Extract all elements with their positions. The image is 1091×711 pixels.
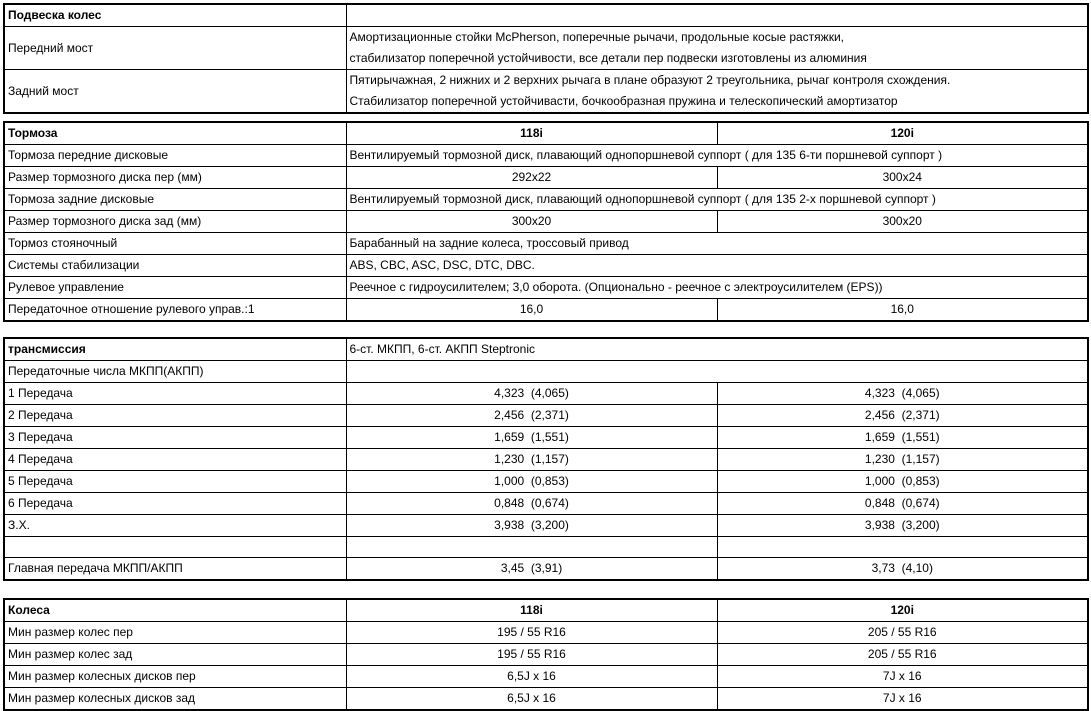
final-drive-label: Главная передача МКПП/АКПП (4, 558, 346, 581)
value-118i: 3,938 (3,200) (346, 515, 717, 537)
table-row (4, 211, 1088, 233)
ratios-label: Передаточные числа МКПП(АКПП) (4, 361, 346, 383)
value-120i: 300x20 (717, 211, 1088, 233)
value-118i: 6,5J x 16 (346, 666, 717, 688)
row-value: Барабанный на задние колеса, троссовый привод (346, 233, 1088, 255)
gear-row (4, 449, 1088, 471)
row-label: Мин размер колес зад (4, 644, 346, 666)
table-row (4, 233, 1088, 255)
wheels-table (3, 598, 1089, 711)
gear-label: 4 Передача (4, 449, 346, 471)
gear-row (4, 427, 1088, 449)
value-line: стабилизатор поперечной устойчивости, все детали пер подвески изготовлены из алюминия (349, 51, 867, 65)
model-header-120i: 120i (717, 599, 1088, 622)
row-label: Мин размер колесных дисков зад (4, 688, 346, 711)
table-row (4, 277, 1088, 299)
gear-row (4, 471, 1088, 493)
value-120i: 2,456 (2,371) (717, 405, 1088, 427)
value-118i: 300x20 (346, 211, 717, 233)
value-120i: 1,230 (1,157) (717, 449, 1088, 471)
model-header-120i: 120i (717, 122, 1088, 145)
value-120i: 7J x 16 (717, 666, 1088, 688)
table-row (4, 299, 1088, 322)
table-row (4, 145, 1088, 167)
row-label: Размер тормозного диска зад (мм) (4, 211, 346, 233)
row-value: Вентилируемый тормозной диск, плавающий однопоршневой суппорт ( для 135 6-ти поршневой суппорт ) (346, 145, 1088, 167)
empty-row (4, 537, 1088, 558)
row-label: Системы стабилизации (4, 255, 346, 277)
table-row (4, 622, 1088, 644)
transmission-summary: 6-ст. МКПП, 6-ст. АКПП Steptronic (346, 338, 1088, 361)
value-118i: 1,230 (1,157) (346, 449, 717, 471)
transmission-title: трансмиссия (4, 338, 346, 361)
table-row (4, 255, 1088, 277)
table-row (4, 189, 1088, 211)
table-row (4, 361, 1088, 383)
value-120i: 1,000 (0,853) (717, 471, 1088, 493)
gear-label: 3 Передача (4, 427, 346, 449)
value-line: Стабилизатор поперечной устойчивасти, бочкообразная пружина и телескопический амортизатор (349, 94, 898, 108)
table-row (4, 688, 1088, 711)
brakes-table (3, 121, 1089, 322)
value-120i: 0,848 (0,674) (717, 493, 1088, 515)
row-label: Задний мост (4, 70, 346, 114)
gear-label: 2 Передача (4, 405, 346, 427)
value-118i: 2,456 (2,371) (346, 405, 717, 427)
brakes-title: Тормоза (4, 122, 346, 145)
gear-label: 6 Передача (4, 493, 346, 515)
row-label: Размер тормозного диска пер (мм) (4, 167, 346, 189)
empty-cell (717, 537, 1088, 558)
wheels-header-row (4, 599, 1088, 622)
value-line: Пятирычажная, 2 нижних и 2 верхних рычага в плане образуют 2 треугольника, рычаг контроля схождения. (349, 73, 951, 87)
transmission-table (3, 337, 1089, 581)
gear-row (4, 493, 1088, 515)
gear-label: З.Х. (4, 515, 346, 537)
final-drive-row (4, 558, 1088, 581)
value-120i: 16,0 (717, 299, 1088, 322)
row-value: Вентилируемый тормозной диск, плавающий однопоршневой суппорт ( для 135 2-х поршневой суппорт ) (346, 189, 1088, 211)
table-row (4, 167, 1088, 189)
value-120i: 1,659 (1,551) (717, 427, 1088, 449)
transmission-header-row (4, 338, 1088, 361)
suspension-title: Подвеска колес (4, 4, 346, 27)
table-row (4, 644, 1088, 666)
empty-cell (346, 537, 717, 558)
row-label: Тормоз стояночный (4, 233, 346, 255)
value-118i: 195 / 55 R16 (346, 622, 717, 644)
ratios-empty (346, 361, 1088, 383)
value-118i: 4,323 (4,065) (346, 383, 717, 405)
suspension-table (3, 3, 1089, 114)
wheels-title: Колеса (4, 599, 346, 622)
value-120i: 300x24 (717, 167, 1088, 189)
row-label: Мин размер колесных дисков пер (4, 666, 346, 688)
value-120i: 205 / 55 R16 (717, 622, 1088, 644)
suspension-header-row (4, 4, 1088, 27)
row-label: Тормоза передние дисковые (4, 145, 346, 167)
row-label: Рулевое управление (4, 277, 346, 299)
value-118i: 292x22 (346, 167, 717, 189)
brakes-header-row (4, 122, 1088, 145)
value-118i: 16,0 (346, 299, 717, 322)
value-120i: 4,323 (4,065) (717, 383, 1088, 405)
value-line: Амортизационные стойки McPherson, поперечные рычачи, продольные косые растяжки, (349, 30, 844, 44)
value-120i: 3,938 (3,200) (717, 515, 1088, 537)
value-120i: 205 / 55 R16 (717, 644, 1088, 666)
gear-row (4, 515, 1088, 537)
gear-row (4, 383, 1088, 405)
value-118i: 0,848 (0,674) (346, 493, 717, 515)
row-value (346, 70, 1088, 114)
gear-row (4, 405, 1088, 427)
suspension-header-empty (346, 4, 1088, 27)
value-118i: 1,000 (0,853) (346, 471, 717, 493)
table-row (4, 70, 1088, 114)
value-118i: 195 / 55 R16 (346, 644, 717, 666)
row-value (346, 27, 1088, 70)
table-row (4, 27, 1088, 70)
gear-label: 1 Передача (4, 383, 346, 405)
value-118i: 6,5J x 16 (346, 688, 717, 711)
empty-cell (4, 537, 346, 558)
row-label: Тормоза задние дисковые (4, 189, 346, 211)
row-label: Мин размер колес пер (4, 622, 346, 644)
row-value: Реечное с гидроусилителем; 3,0 оборота. (Опционально - реечное с электроусилителем (EPS)) (346, 277, 1088, 299)
value-118i: 3,45 (3,91) (346, 558, 717, 581)
model-header-118i: 118i (346, 599, 717, 622)
gear-label: 5 Передача (4, 471, 346, 493)
model-header-118i: 118i (346, 122, 717, 145)
value-118i: 1,659 (1,551) (346, 427, 717, 449)
row-label: Передаточное отношение рулевого управ.:1 (4, 299, 346, 322)
row-value: ABS, CBC, ASC, DSC, DTC, DBC. (346, 255, 1088, 277)
value-120i: 7J x 16 (717, 688, 1088, 711)
row-label: Передний мост (4, 27, 346, 70)
table-row (4, 666, 1088, 688)
value-120i: 3,73 (4,10) (717, 558, 1088, 581)
